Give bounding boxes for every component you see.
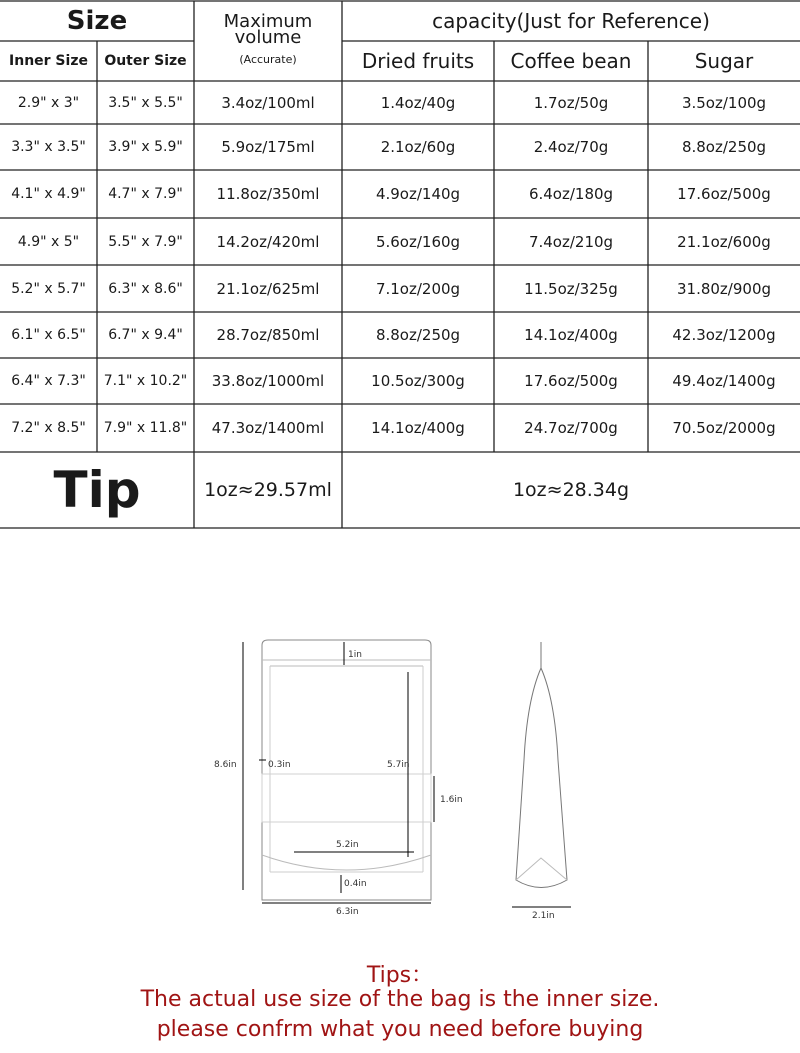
header-max-volume-line1: Maximum [223, 11, 313, 32]
inner-size-cell: 4.1" x 4.9" [11, 186, 86, 202]
sugar-cell: 17.6oz/500g [677, 185, 771, 203]
dried-fruits-cell: 8.8oz/250g [375, 326, 461, 344]
outer-size-cell: 3.9" x 5.9" [108, 139, 183, 155]
volume-cell: 5.9oz/175ml [221, 138, 315, 156]
outer-size-cell: 6.7" x 9.4" [108, 327, 183, 343]
header-coffee-bean: Coffee bean [510, 49, 632, 73]
bag-side-outline [516, 642, 567, 888]
dried-fruits-cell: 1.4oz/40g [380, 93, 456, 112]
header-capacity: capacity(Just for Reference) [432, 9, 710, 33]
dried-fruits-cell: 5.6oz/160g [375, 232, 461, 251]
coffee-bean-cell: 24.7oz/700g [524, 419, 618, 437]
inner-size-cell: 3.3" x 3.5" [11, 139, 86, 155]
header-outer-size: Outer Size [104, 53, 187, 69]
coffee-bean-cell: 7.4oz/210g [528, 232, 614, 251]
dim-inner-width: 5.2in [336, 840, 359, 850]
dried-fruits-cell: 2.1oz/60g [380, 138, 456, 156]
coffee-bean-cell: 1.7oz/50g [533, 93, 609, 112]
volume-cell: 3.4oz/100ml [221, 93, 315, 112]
inner-size-cell: 5.2" x 5.7" [11, 280, 86, 297]
dim-inner-height: 5.7in [387, 760, 410, 770]
sugar-cell: 49.4oz/1400g [672, 372, 776, 390]
coffee-bean-cell: 17.6oz/500g [524, 372, 618, 390]
tip-volume-conversion: 1oz≈29.57ml [204, 479, 332, 501]
tip-weight-conversion: 1oz≈28.34g [512, 479, 630, 501]
coffee-bean-cell: 2.4oz/70g [533, 138, 609, 156]
outer-size-cell: 5.5" x 7.9" [108, 233, 183, 250]
volume-cell: 11.8oz/350ml [216, 185, 320, 203]
dim-top-seal: 1in [348, 650, 362, 660]
sugar-cell: 70.5oz/2000g [672, 419, 776, 437]
tip-label: Tip [53, 461, 141, 519]
dim-gusset: 2.1in [532, 911, 555, 920]
header-sugar: Sugar [694, 49, 754, 73]
inner-size-cell: 7.2" x 8.5" [11, 420, 86, 436]
sugar-cell: 21.1oz/600g [677, 232, 771, 251]
outer-size-cell: 4.7" x 7.9" [108, 186, 183, 202]
dried-fruits-cell: 14.1oz/400g [371, 419, 465, 437]
dried-fruits-cell: 10.5oz/300g [371, 372, 465, 390]
dried-fruits-cell: 4.9oz/140g [375, 185, 461, 203]
outer-size-cell: 6.3" x 8.6" [108, 280, 183, 297]
sugar-cell: 42.3oz/1200g [672, 326, 776, 344]
volume-cell: 14.2oz/420ml [216, 232, 320, 251]
outer-size-cell: 7.1" x 10.2" [103, 373, 188, 389]
inner-size-cell: 4.9" x 5" [17, 233, 80, 250]
inner-size-cell: 2.9" x 3" [17, 94, 80, 111]
header-max-volume [194, 1, 342, 81]
tips-line2: please confrm what you need before buying [156, 1017, 644, 1042]
dim-side: 0.3in [268, 760, 291, 770]
header-dried-fruits: Dried fruits [361, 49, 475, 73]
inner-size-cell: 6.4" x 7.3" [11, 373, 86, 389]
sugar-cell: 3.5oz/100g [681, 93, 767, 112]
dim-zipper: 1.6in [440, 795, 463, 805]
dim-bottom: 0.4in [344, 879, 367, 889]
header-size: Size [66, 6, 128, 36]
coffee-bean-cell: 14.1oz/400g [524, 326, 618, 344]
volume-cell: 47.3oz/1400ml [211, 419, 325, 437]
outer-size-cell: 3.5" x 5.5" [108, 94, 183, 111]
volume-cell: 33.8oz/1000ml [211, 372, 325, 390]
sugar-cell: 31.80z/900g [676, 279, 772, 298]
bag-dimension-diagram [0, 620, 800, 920]
dim-total-width: 6.3in [336, 907, 359, 917]
coffee-bean-cell: 6.4oz/180g [528, 185, 614, 203]
volume-cell: 28.7oz/850ml [216, 326, 320, 344]
outer-size-cell: 7.9" x 11.8" [103, 420, 188, 436]
tips-line1: The actual use size of the bag is the inner size. [140, 987, 660, 1012]
sugar-cell: 8.8oz/250g [681, 138, 767, 156]
header-max-volume-note: (Accurate) [239, 53, 297, 66]
header-max-volume-line2: volume [234, 27, 302, 48]
bag-front-outline [262, 640, 431, 900]
header-inner-size: Inner Size [9, 53, 88, 69]
inner-size-cell: 6.1" x 6.5" [11, 327, 86, 343]
dried-fruits-cell: 7.1oz/200g [375, 279, 461, 298]
volume-cell: 21.1oz/625ml [216, 279, 320, 298]
tips-title: Tips： [366, 963, 434, 988]
coffee-bean-cell: 11.5oz/325g [524, 279, 618, 298]
dim-total-height: 8.6in [214, 760, 237, 770]
